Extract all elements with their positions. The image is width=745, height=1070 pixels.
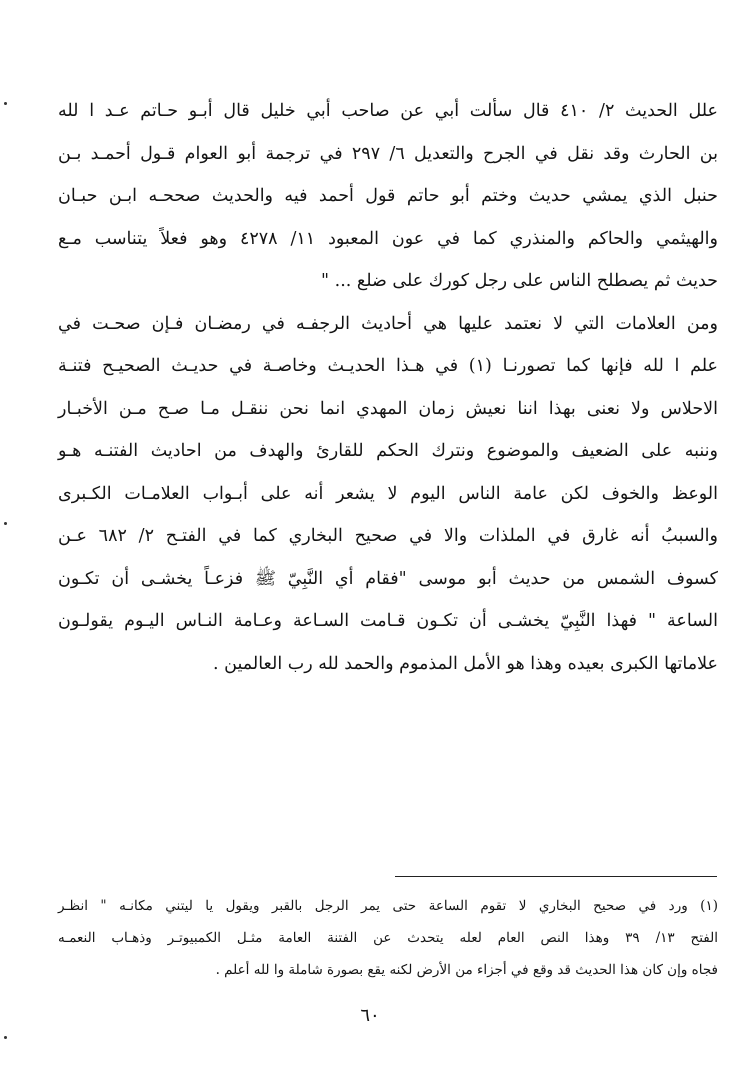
footnote-line: (١) ورد في صحيح البخاري لا تقوم الساعة حتى يمر الرجل بالقبر ويقول يا ليتني مكانـه " انظـر <box>58 898 718 914</box>
scan-speck <box>4 522 7 525</box>
scan-speck <box>4 102 7 105</box>
body-text <box>58 90 718 685</box>
body-line: وننبه على الضعيف والموضوع ونترك الحكم للقارئ والهدف من احاديث الفتنـه هـو <box>58 441 718 461</box>
body-line: حديث ثم يصطلح الناس على رجل كورك على ضلع ... " <box>321 271 718 291</box>
body-line: ومن العلامات التي لا نعتمد عليها هي أحاديث الرجفـه في رمضـان فـإن صحـت في <box>58 313 718 334</box>
body-line: الساعة " فهذا النَّبِيّ يخشـى أن تكـون قـامت السـاعة وعـامة النـاس اليـوم يقولـون <box>58 611 718 631</box>
body-line: والسببُ أنه غارق في الملذات والا في صحيح البخاري كما في الفتـح ٢/ ٦٨٢ عـن <box>58 526 718 546</box>
footnote-line: الفتح ١٣/ ٣٩ وهذا النص العام لعله يتحدث عن الفتنة العامة مثـل الكمبيوتـر وذهـاب النعمـه <box>58 930 719 946</box>
body-line: علل الحديث ٢/ ٤١٠ قال سألت أبي عن صاحب أبي خليل قال أبـو حـاتم عـد ا لله <box>58 101 718 121</box>
footnote-separator <box>395 876 717 877</box>
body-line: الوعظ والخوف لكن عامة الناس اليوم لا يشعر أنه على أبـواب العلامـات الكـبرى <box>58 483 718 504</box>
body-line: علم ا لله فإنها كما تصورنـا (١) في هـذا الحديـث وخاصـة في حديـث الصحيـح فتنـة <box>58 356 718 376</box>
body-line: حنبل الذي يمشي حديث وختم أبو حاتم قول أحمد فيه والحديث صححـه ابـن حبـان <box>58 186 718 206</box>
footnotes <box>58 890 718 986</box>
body-line: الاحلاس ولا نعنى بهذا اننا نعيش زمان المهدي انما نحن ننقـل مـا صـح مـن الأخبـار <box>58 398 718 419</box>
body-line: بن الحارث وقد نقل في الجرح والتعديل ٦/ ٢٩٧ في ترجمة أبو العوام قـول أحمـد بـن <box>58 143 718 164</box>
scan-speck <box>4 1036 7 1039</box>
body-line: كسوف الشمس من حديث أبو موسى "فقام أي النَّبِيّ ﷺ فزعـاً يخشـى أن تكـون <box>58 568 718 589</box>
body-line: والهيثمي والحاكم والمنذري كما في عون المعبود ١١/ ٤٢٧٨ وهو فعلاً يتناسب مـع <box>58 228 718 249</box>
page-number: ٦٠ <box>360 1005 380 1026</box>
body-line: علاماتها الكبرى بعيده وهذا هو الأمل المذموم والحمد لله رب العالمين . <box>213 653 718 674</box>
footnote-line: فجاه وإن كان هذا الحديث قد وقع في أجزاء من الأرض لكنه يقع بصورة شاملة وا لله أعلم . <box>215 962 718 978</box>
